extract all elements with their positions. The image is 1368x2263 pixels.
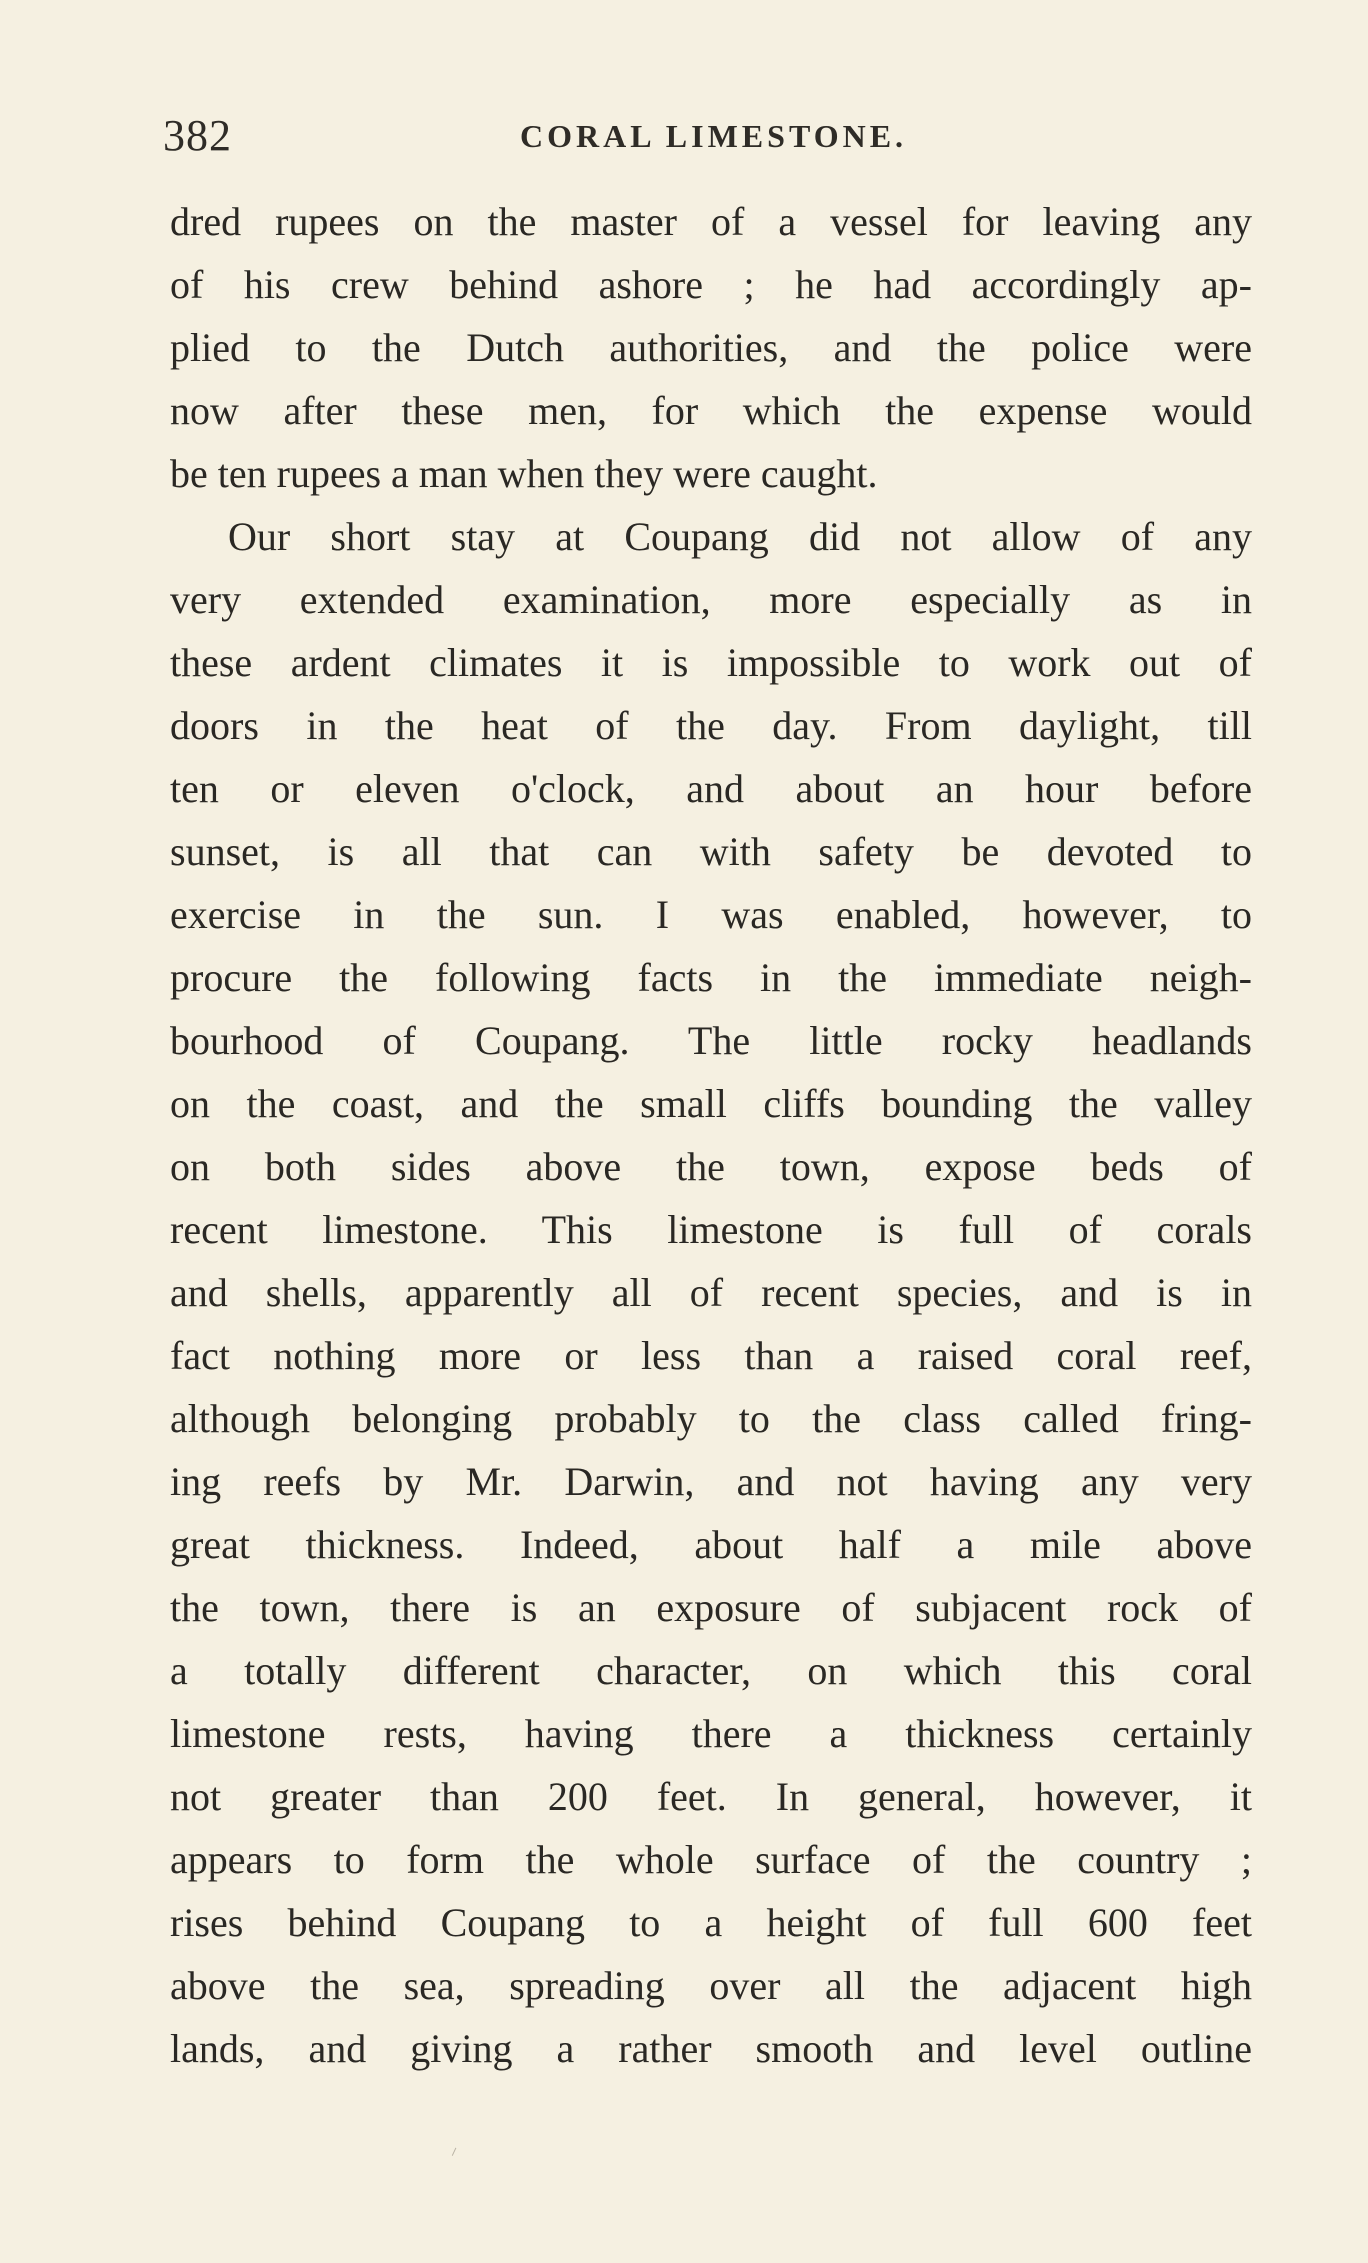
text-line: now after these men, for which the expense would: [170, 388, 1252, 433]
text-line: although belonging probably to the class called fring-: [170, 1396, 1252, 1441]
text-line: sunset, is all that can with safety be devoted to: [170, 829, 1252, 874]
text-line: great thickness. Indeed, about half a mile above: [170, 1522, 1252, 1567]
text-line: ing reefs by Mr. Darwin, and not having any very: [170, 1459, 1252, 1504]
text-line: the town, there is an exposure of subjacent rock of: [170, 1585, 1252, 1630]
text-line: ten or eleven o'clock, and about an hour before: [170, 766, 1252, 811]
text-line: exercise in the sun. I was enabled, however, to: [170, 892, 1252, 937]
running-title: CORAL LIMESTONE.: [520, 118, 908, 154]
running-head: [163, 110, 1253, 170]
text-line: and shells, apparently all of recent species, and is in: [170, 1270, 1252, 1315]
text-line: on both sides above the town, expose beds of: [170, 1144, 1252, 1189]
text-line: on the coast, and the small cliffs bounding the valley: [170, 1081, 1252, 1126]
text-line: plied to the Dutch authorities, and the police were: [170, 325, 1252, 370]
ink-smudge: ⸝: [445, 2137, 461, 2160]
text-line: not greater than 200 feet. In general, however, it: [170, 1774, 1252, 1819]
text-line: bourhood of Coupang. The little rocky headlands: [170, 1018, 1252, 1063]
text-line: lands, and giving a rather smooth and level outline: [170, 2026, 1252, 2071]
text-line: procure the following facts in the immediate neigh-: [170, 955, 1252, 1000]
text-line: dred rupees on the master of a vessel for leaving any: [170, 199, 1252, 244]
text-line: limestone rests, having there a thickness certainly: [170, 1711, 1252, 1756]
text-line: Our short stay at Coupang did not allow of any: [228, 514, 1252, 559]
text-line: these ardent climates it is impossible to work out of: [170, 640, 1252, 685]
text-line: very extended examination, more especially as in: [170, 577, 1252, 622]
page-number: 382: [163, 111, 232, 160]
text-line: doors in the heat of the day. From daylight, till: [170, 703, 1252, 748]
text-line: fact nothing more or less than a raised coral reef,: [170, 1333, 1252, 1378]
text-line: rises behind Coupang to a height of full 600 feet: [170, 1900, 1252, 1945]
text-line: above the sea, spreading over all the adjacent high: [170, 1963, 1252, 2008]
text-line: a totally different character, on which this coral: [170, 1648, 1252, 1693]
text-line: recent limestone. This limestone is full of corals: [170, 1207, 1252, 1252]
text-line: appears to form the whole surface of the country ;: [170, 1837, 1252, 1882]
text-line: of his crew behind ashore ; he had accordingly ap-: [170, 262, 1252, 307]
body-text: [170, 190, 1252, 2080]
text-line: be ten rupees a man when they were caught.: [170, 451, 878, 496]
